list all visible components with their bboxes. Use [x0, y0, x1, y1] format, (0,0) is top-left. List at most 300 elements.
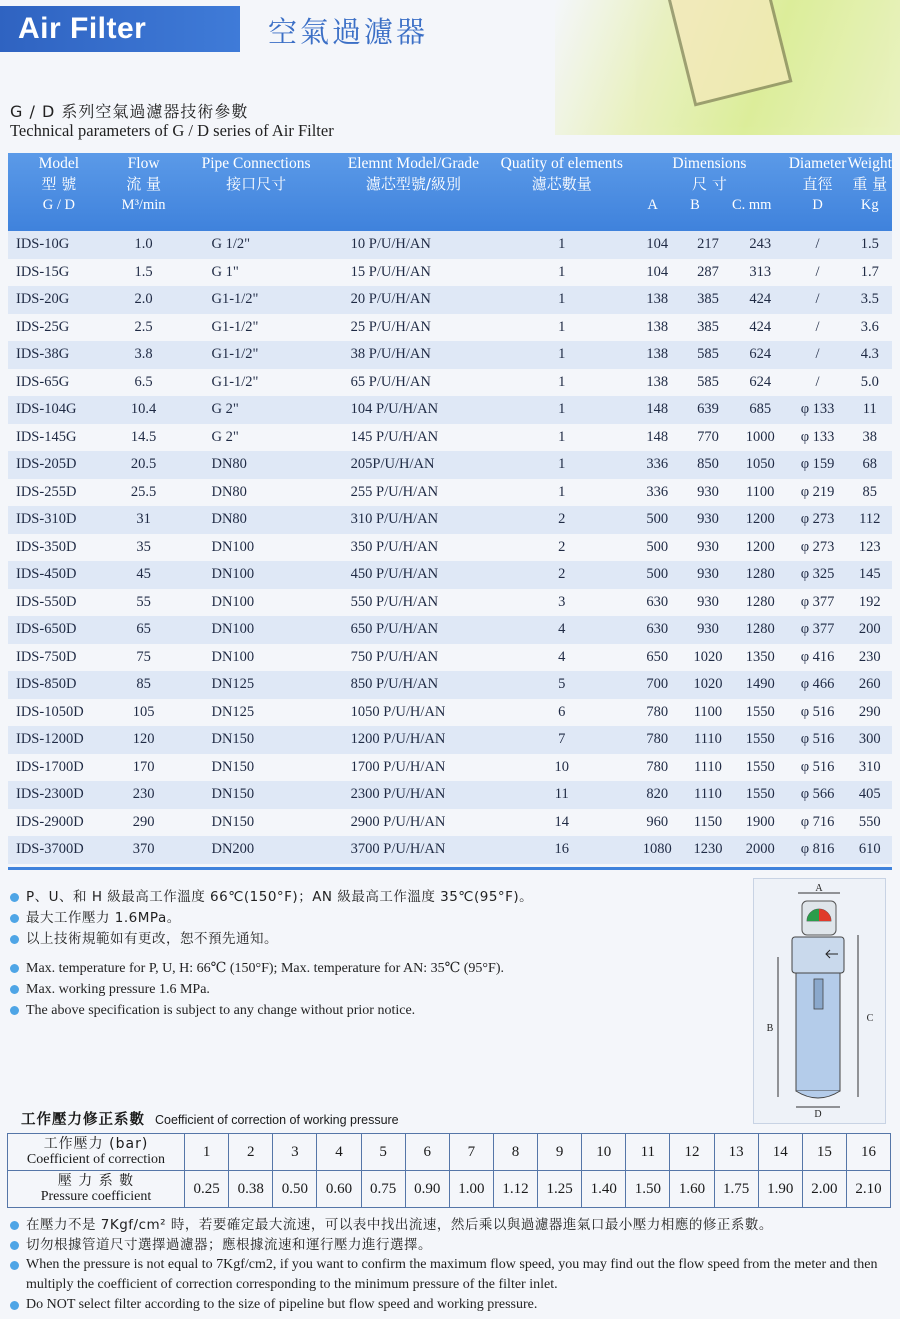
cell-weight: 112 [848, 506, 892, 534]
correction-title [21, 1108, 399, 1129]
cell-dim-a: 780 [631, 699, 683, 727]
table-row [8, 506, 892, 534]
note-text: Max. temperature for P, U, H: 66℃ (150°F); Max. temperature for AN: 35℃ (95°F). [26, 961, 504, 976]
correction-row1-label-en: Coefficient of correction [26, 1152, 166, 1167]
col-weight-en: Weight [847, 155, 892, 172]
cell-element: 38 P/U/H/AN [335, 341, 493, 369]
cell-flow: 105 [110, 699, 178, 727]
cell-flow: 20.5 [110, 451, 178, 479]
col-element-cn: 濾芯型號/級別 [365, 175, 461, 193]
cell-dim-b: 585 [683, 369, 733, 397]
cell-dim-a: 500 [631, 534, 683, 562]
note-en-notice [10, 1000, 504, 1021]
cell-qty: 2 [492, 534, 631, 562]
table-row [8, 781, 892, 809]
cell-element: 650 P/U/H/AN [335, 616, 493, 644]
col-element-en: Elemnt Model/Grade [347, 155, 480, 172]
cell-weight: 200 [848, 616, 892, 644]
coefficient-cell: 1.50 [626, 1171, 670, 1208]
cell-dim-b: 1020 [683, 671, 733, 699]
col-dimensions [631, 153, 787, 231]
cell-weight: 11 [848, 396, 892, 424]
cell-weight: 310 [848, 754, 892, 782]
col-diameter-cn: 直徑 [802, 175, 833, 193]
bullet-icon [10, 914, 19, 923]
cell-dim-a: 500 [631, 561, 683, 589]
cell-dim-a: 104 [631, 259, 683, 287]
cell-qty: 1 [492, 369, 631, 397]
col-flow [110, 153, 178, 231]
cell-dim-c: 424 [733, 286, 788, 314]
bullet-icon [10, 1301, 19, 1310]
cell-diameter: φ 273 [788, 534, 848, 562]
table-row [8, 726, 892, 754]
cell-flow: 45 [110, 561, 178, 589]
coefficient-cell: 1.25 [538, 1171, 582, 1208]
table-row [8, 341, 892, 369]
cell-qty: 1 [492, 314, 631, 342]
cell-weight: 1.5 [848, 231, 892, 259]
coefficient-cell: 1.90 [758, 1171, 802, 1208]
correction-row2-label [8, 1171, 185, 1208]
cell-qty: 6 [492, 699, 631, 727]
cell-element: 350 P/U/H/AN [335, 534, 493, 562]
pressure-cell: 16 [846, 1134, 890, 1171]
table-divider [8, 867, 892, 870]
cell-diameter: φ 516 [788, 726, 848, 754]
cell-pipe: DN150 [177, 809, 334, 837]
cell-element: 310 P/U/H/AN [335, 506, 493, 534]
note-text: 以上技術規範如有更改，恕不預先通知。 [26, 931, 278, 947]
note-text: P、U、和 H 級最高工作溫度 66℃(150°F)；AN 級最高工作溫度 35℃(95°F)。 [26, 889, 534, 905]
cell-qty: 3 [492, 589, 631, 617]
cell-model: IDS-205D [8, 451, 110, 479]
pressure-cell: 14 [758, 1134, 802, 1171]
bullet-icon [10, 1221, 19, 1230]
cell-weight: 123 [848, 534, 892, 562]
table-row [8, 369, 892, 397]
table-row [8, 259, 892, 287]
coefficient-cell: 0.60 [317, 1171, 361, 1208]
cell-model: IDS-750D [8, 644, 110, 672]
cell-qty: 1 [492, 424, 631, 452]
cell-weight: 550 [848, 809, 892, 837]
cell-diameter: / [788, 286, 848, 314]
cell-element: 25 P/U/H/AN [335, 314, 493, 342]
coefficient-cell: 0.38 [229, 1171, 273, 1208]
cell-flow: 3.8 [110, 341, 178, 369]
cell-model: IDS-310D [8, 506, 110, 534]
table-row [8, 809, 892, 837]
cell-flow: 35 [110, 534, 178, 562]
cell-dim-a: 780 [631, 726, 683, 754]
coefficient-cell: 1.12 [493, 1171, 537, 1208]
correction-row1-label-cn: 工作壓力 (bar) [43, 1136, 149, 1152]
cell-pipe: DN100 [177, 534, 334, 562]
cell-pipe: G1-1/2" [177, 286, 334, 314]
table-row [8, 396, 892, 424]
cell-model: IDS-255D [8, 479, 110, 507]
cell-pipe: DN80 [177, 506, 334, 534]
cell-dim-a: 820 [631, 781, 683, 809]
cell-diameter: φ 377 [788, 589, 848, 617]
cell-weight: 192 [848, 589, 892, 617]
note-cn-pressure [10, 908, 533, 929]
cell-model: IDS-2300D [8, 781, 110, 809]
cell-model: IDS-3700D [8, 836, 110, 864]
cell-flow: 31 [110, 506, 178, 534]
coefficient-cell: 2.00 [802, 1171, 846, 1208]
cell-dim-c: 1550 [733, 754, 788, 782]
cell-dim-a: 148 [631, 396, 683, 424]
note-text: 切勿根據管道尺寸選擇過濾器；應根據流速和運行壓力進行選擇。 [26, 1237, 432, 1253]
table-row [8, 451, 892, 479]
cell-qty: 1 [492, 451, 631, 479]
col-pipe [177, 153, 334, 231]
cell-model: IDS-350D [8, 534, 110, 562]
table-row [8, 424, 892, 452]
cell-model: IDS-1050D [8, 699, 110, 727]
cell-pipe: G1-1/2" [177, 314, 334, 342]
cell-dim-c: 1350 [733, 644, 788, 672]
cell-weight: 610 [848, 836, 892, 864]
bullet-icon [10, 1261, 19, 1270]
cell-qty: 11 [492, 781, 631, 809]
cell-diameter: φ 516 [788, 699, 848, 727]
cell-pipe: DN200 [177, 836, 334, 864]
spec-table [8, 153, 892, 864]
pressure-cell: 3 [273, 1134, 317, 1171]
cell-pipe: DN125 [177, 699, 334, 727]
cell-flow: 65 [110, 616, 178, 644]
correction-row1-label [8, 1134, 185, 1171]
col-weight-cn: 重 量 [852, 175, 888, 193]
table-row [8, 754, 892, 782]
col-qty-cn: 濾芯數量 [531, 175, 592, 193]
col-flow-cn: 流 量 [126, 175, 161, 193]
cell-flow: 6.5 [110, 369, 178, 397]
cell-dim-b: 385 [683, 286, 733, 314]
coefficient-cell: 0.90 [405, 1171, 449, 1208]
cell-element: 550 P/U/H/AN [335, 589, 493, 617]
cell-dim-b: 1020 [683, 644, 733, 672]
cell-weight: 68 [848, 451, 892, 479]
cell-dim-c: 313 [733, 259, 788, 287]
cell-diameter: / [788, 231, 848, 259]
cell-weight: 290 [848, 699, 892, 727]
cell-element: 10 P/U/H/AN [335, 231, 493, 259]
pressure-cell: 2 [229, 1134, 273, 1171]
coefficient-cell: 1.75 [714, 1171, 758, 1208]
cell-dim-a: 138 [631, 314, 683, 342]
cell-dim-a: 138 [631, 369, 683, 397]
cell-dim-b: 770 [683, 424, 733, 452]
cell-model: IDS-20G [8, 286, 110, 314]
cell-dim-c: 624 [733, 369, 788, 397]
bullet-icon [10, 985, 19, 994]
bullet-icon [10, 935, 19, 944]
table-row [8, 644, 892, 672]
cell-diameter: φ 516 [788, 754, 848, 782]
note-en-temperature [10, 958, 504, 979]
cell-dim-c: 1100 [733, 479, 788, 507]
cell-weight: 5.0 [848, 369, 892, 397]
cell-qty: 1 [492, 259, 631, 287]
cell-dim-a: 336 [631, 479, 683, 507]
filter-dimension-diagram [753, 878, 886, 1124]
cell-element: 65 P/U/H/AN [335, 369, 493, 397]
correction-table [7, 1133, 891, 1208]
cell-dim-b: 385 [683, 314, 733, 342]
note-text: Max. working pressure 1.6 MPa. [26, 982, 210, 997]
col-dimensions-en: Dimensions [672, 155, 747, 172]
cell-pipe: DN100 [177, 561, 334, 589]
cell-element: 255 P/U/H/AN [335, 479, 493, 507]
pressure-cell: 9 [538, 1134, 582, 1171]
cell-flow: 370 [110, 836, 178, 864]
pressure-cell: 10 [582, 1134, 626, 1171]
cell-flow: 2.0 [110, 286, 178, 314]
cell-flow: 230 [110, 781, 178, 809]
col-diameter [788, 153, 848, 231]
coefficient-cell: 2.10 [846, 1171, 890, 1208]
drain-tube [814, 979, 823, 1009]
cell-pipe: G 1" [177, 259, 334, 287]
note-text: The above specification is subject to any change without prior notice. [26, 1003, 416, 1018]
cell-dim-b: 1110 [683, 726, 733, 754]
cell-flow: 55 [110, 589, 178, 617]
col-flow-unit: M³/min [121, 197, 166, 213]
cell-dim-c: 424 [733, 314, 788, 342]
col-diameter-en: Diameter [788, 155, 847, 172]
cell-diameter: φ 466 [788, 671, 848, 699]
cell-diameter: φ 219 [788, 479, 848, 507]
cell-weight: 85 [848, 479, 892, 507]
cell-flow: 1.0 [110, 231, 178, 259]
cell-dim-b: 1100 [683, 699, 733, 727]
cell-model: IDS-25G [8, 314, 110, 342]
filter-diagram-drawing [754, 879, 887, 1125]
cell-diameter: φ 566 [788, 781, 848, 809]
col-model [8, 153, 110, 231]
pressure-cell: 12 [670, 1134, 714, 1171]
dim-a-label: A [815, 883, 823, 894]
cell-model: IDS-104G [8, 396, 110, 424]
cell-model: IDS-38G [8, 341, 110, 369]
col-element [335, 153, 493, 231]
cell-diameter: φ 716 [788, 809, 848, 837]
coefficient-cell: 1.40 [582, 1171, 626, 1208]
cell-pipe: G1-1/2" [177, 341, 334, 369]
notes-cn [10, 887, 533, 950]
table-row [8, 836, 892, 864]
cell-dim-b: 1110 [683, 754, 733, 782]
page-title-bar [0, 6, 240, 52]
spec-header-row [8, 153, 892, 231]
cell-dim-a: 650 [631, 644, 683, 672]
pressure-cell: 8 [493, 1134, 537, 1171]
cell-dim-c: 685 [733, 396, 788, 424]
footer-note-cn-select [10, 1235, 898, 1255]
cell-element: 3700 P/U/H/AN [335, 836, 493, 864]
cell-dim-a: 104 [631, 231, 683, 259]
cell-qty: 1 [492, 479, 631, 507]
col-model-en: Model [38, 155, 80, 172]
cell-dim-a: 138 [631, 341, 683, 369]
table-row [8, 561, 892, 589]
table-row [8, 616, 892, 644]
cell-diameter: φ 325 [788, 561, 848, 589]
cell-qty: 4 [492, 616, 631, 644]
cell-dim-c: 624 [733, 341, 788, 369]
cell-qty: 1 [492, 231, 631, 259]
cell-dim-c: 1200 [733, 506, 788, 534]
cell-dim-b: 930 [683, 534, 733, 562]
note-text: 在壓力不是 7Kgf/cm² 時，若要確定最大流速，可以表中找出流速，然后乘以與過濾器進氣口最小壓力相應的修正系數。 [26, 1217, 773, 1233]
cell-pipe: DN125 [177, 671, 334, 699]
cell-pipe: DN100 [177, 589, 334, 617]
cell-weight: 38 [848, 424, 892, 452]
cell-dim-c: 1000 [733, 424, 788, 452]
pressure-cell: 15 [802, 1134, 846, 1171]
cell-element: 450 P/U/H/AN [335, 561, 493, 589]
page-title-en: Air Filter [18, 12, 147, 45]
cell-model: IDS-1700D [8, 754, 110, 782]
cell-pipe: DN100 [177, 616, 334, 644]
dim-d-label: D [814, 1109, 822, 1120]
col-dim-b: B [690, 197, 700, 213]
col-model-cn: 型 號 [41, 175, 77, 193]
cell-qty: 1 [492, 396, 631, 424]
cell-qty: 1 [492, 286, 631, 314]
cell-pipe: DN150 [177, 754, 334, 782]
note-cn-temperature [10, 887, 533, 908]
cell-dim-b: 930 [683, 506, 733, 534]
correction-row2-label-cn: 壓 力 系 數 [57, 1173, 135, 1189]
table-row [8, 286, 892, 314]
cell-dim-c: 1050 [733, 451, 788, 479]
col-dimensions-cn: 尺 寸 [692, 175, 727, 193]
correction-title-en: Coefficient of correction of working pressure [155, 1113, 399, 1127]
col-weight [848, 153, 892, 231]
table-row [8, 314, 892, 342]
cell-element: 104 P/U/H/AN [335, 396, 493, 424]
cell-element: 2300 P/U/H/AN [335, 781, 493, 809]
cell-dim-b: 1150 [683, 809, 733, 837]
cell-dim-a: 960 [631, 809, 683, 837]
section-subtitle-en: Technical parameters of G / D series of Air Filter [10, 121, 334, 140]
cell-dim-c: 1280 [733, 616, 788, 644]
cell-flow: 170 [110, 754, 178, 782]
pressure-cell: 1 [185, 1134, 229, 1171]
note-text: 最大工作壓力 1.6MPa。 [26, 910, 181, 926]
cell-weight: 3.6 [848, 314, 892, 342]
cell-diameter: φ 159 [788, 451, 848, 479]
cell-element: 2900 P/U/H/AN [335, 809, 493, 837]
footer-notes [10, 1215, 898, 1315]
section-subtitle-cn: G / D 系列空氣過濾器技術參數 [10, 102, 249, 121]
cell-diameter: / [788, 259, 848, 287]
cell-flow: 1.5 [110, 259, 178, 287]
cell-flow: 10.4 [110, 396, 178, 424]
pressure-cell: 7 [449, 1134, 493, 1171]
cell-model: IDS-15G [8, 259, 110, 287]
cell-dim-b: 930 [683, 589, 733, 617]
note-cn-notice [10, 929, 533, 950]
cell-pipe: DN150 [177, 781, 334, 809]
cell-qty: 14 [492, 809, 631, 837]
cell-qty: 10 [492, 754, 631, 782]
cell-dim-a: 336 [631, 451, 683, 479]
bullet-icon [10, 893, 19, 902]
pressure-cell: 4 [317, 1134, 361, 1171]
cell-dim-a: 500 [631, 506, 683, 534]
cell-dim-c: 1490 [733, 671, 788, 699]
cell-diameter: φ 416 [788, 644, 848, 672]
cell-diameter: φ 133 [788, 396, 848, 424]
cell-dim-b: 930 [683, 561, 733, 589]
cell-model: IDS-450D [8, 561, 110, 589]
cell-weight: 145 [848, 561, 892, 589]
cell-pipe: G 2" [177, 424, 334, 452]
cell-model: IDS-65G [8, 369, 110, 397]
col-pipe-cn: 接口尺寸 [226, 175, 287, 193]
cell-pipe: DN80 [177, 451, 334, 479]
cell-flow: 290 [110, 809, 178, 837]
cell-dim-a: 630 [631, 589, 683, 617]
cell-flow: 2.5 [110, 314, 178, 342]
correction-pressure-row [8, 1134, 891, 1171]
cell-element: 1700 P/U/H/AN [335, 754, 493, 782]
cell-element: 1200 P/U/H/AN [335, 726, 493, 754]
table-row [8, 534, 892, 562]
coefficient-cell: 0.75 [361, 1171, 405, 1208]
cell-dim-c: 243 [733, 231, 788, 259]
cell-model: IDS-1200D [8, 726, 110, 754]
note-en-pressure [10, 979, 504, 1000]
cell-diameter: φ 133 [788, 424, 848, 452]
cell-pipe: DN150 [177, 726, 334, 754]
cell-pipe: G 2" [177, 396, 334, 424]
decorative-background [555, 0, 900, 135]
table-row [8, 671, 892, 699]
col-weight-sub: Kg [860, 197, 879, 213]
cell-element: 1050 P/U/H/AN [335, 699, 493, 727]
cell-pipe: DN80 [177, 479, 334, 507]
coefficient-cell: 1.60 [670, 1171, 714, 1208]
note-text: Do NOT select filter according to the size of pipeline but flow speed and working pressure. [26, 1297, 538, 1312]
pressure-cell: 13 [714, 1134, 758, 1171]
pressure-cell: 5 [361, 1134, 405, 1171]
table-row [8, 231, 892, 259]
cell-dim-a: 630 [631, 616, 683, 644]
coefficient-cell: 1.00 [449, 1171, 493, 1208]
cell-dim-b: 639 [683, 396, 733, 424]
cell-dim-b: 217 [683, 231, 733, 259]
cell-element: 15 P/U/H/AN [335, 259, 493, 287]
cell-dim-c: 1280 [733, 561, 788, 589]
cell-element: 145 P/U/H/AN [335, 424, 493, 452]
footer-note-cn-flow [10, 1215, 898, 1235]
cell-qty: 4 [492, 644, 631, 672]
table-row [8, 479, 892, 507]
cell-qty: 16 [492, 836, 631, 864]
coefficient-cell: 0.50 [273, 1171, 317, 1208]
cell-diameter: φ 273 [788, 506, 848, 534]
cell-weight: 3.5 [848, 286, 892, 314]
col-dimensions-subs [631, 195, 787, 216]
cell-weight: 230 [848, 644, 892, 672]
